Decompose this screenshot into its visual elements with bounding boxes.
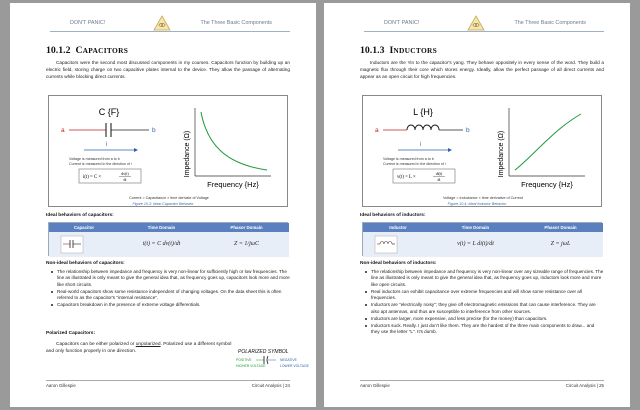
- page-header: [324, 20, 630, 30]
- nonideal-list: [364, 269, 604, 336]
- list-item: Capacitors breakdown in the presence of extreme voltage differentials.: [50, 302, 290, 308]
- nonideal-heading: Non-ideal behaviors of inductors:: [360, 261, 437, 266]
- capacitor-figure: [48, 95, 288, 207]
- formula-numerator: di(t): [435, 172, 443, 176]
- intro-paragraph: Inductors are the Yin to the capacitor's yang. They behave oppositely in every sense of the word. They build a magnetic flux through their core which stores energy. Ideally, allow the perfect passage of all direct currents and appear as an open circuit for high frequencies.: [360, 60, 604, 80]
- polarized-heading: Polarized Capacitors:: [46, 331, 96, 336]
- handwritten-negative: NEGATIVE: [280, 358, 297, 362]
- header-left-text: DON'T PANIC!: [384, 20, 420, 26]
- table-header-time-domain: Time Domain: [119, 223, 204, 232]
- phasor-domain-equation: Z = 1/jωC: [204, 232, 289, 257]
- node-a-label: a: [375, 127, 379, 134]
- node-b-label: b: [466, 127, 470, 134]
- list-item: Real inductors can exhibit capacitance over extreme frequencies and will show some resistance over all frequencies.: [364, 289, 604, 302]
- page-left: [10, 3, 316, 407]
- footer-page: Circuit Analysis | 25: [565, 383, 604, 388]
- inductor-coil-icon: [407, 125, 439, 130]
- nonideal-list: [50, 269, 290, 309]
- figure-caption: Figure 10.4: Ideal Inductor Behavior: [447, 202, 507, 206]
- handwritten-title: POLARIZED SYMBOL: [238, 349, 289, 355]
- table-header-component: Inductor: [363, 223, 433, 232]
- handwritten-positive: POSITIVE: [236, 358, 252, 362]
- node-a-label: a: [61, 127, 65, 134]
- capacitor-diagram: [49, 96, 289, 208]
- y-axis-label: Impedance (Ω): [498, 130, 505, 178]
- handwritten-lower: LOWER VOLTAGE: [280, 364, 309, 368]
- formula-numerator: dv(t): [121, 172, 129, 176]
- current-label: i: [420, 142, 422, 148]
- table-header-phasor-domain: Phasor Domain: [204, 223, 289, 232]
- ideal-heading: Ideal behaviors of capacitors:: [46, 213, 114, 218]
- handwritten-higher: HIGHER VOLTAGE: [236, 364, 266, 368]
- formula-denominator: dt: [123, 178, 127, 182]
- time-domain-equation: v(t) = L di(t)/dt: [433, 232, 518, 257]
- current-label: i: [106, 142, 108, 148]
- table-header-component: Capacitor: [49, 223, 119, 232]
- header-divider: [364, 31, 604, 32]
- table-header-time-domain: Time Domain: [433, 223, 518, 232]
- header-left-text: DON'T PANIC!: [70, 20, 106, 26]
- inductor-mini-icon: [363, 232, 433, 257]
- footer-author: Aaron Gillespie: [360, 383, 390, 388]
- eye-triangle-icon: [153, 15, 171, 31]
- relation-text: Voltage = Inductance × time derivative of Current: [443, 196, 523, 200]
- section-title: [360, 45, 437, 56]
- section-title: [46, 45, 128, 56]
- capacitor-impedance-curve: [201, 112, 267, 170]
- phasor-domain-equation: Z = jωL: [518, 232, 603, 257]
- figure-caption: Figure 10.3: Ideal Capacitor Behavior: [132, 202, 194, 206]
- node-b-label: b: [152, 127, 156, 134]
- relation-text: Current = Capacitance × time derivate of Voltage: [129, 196, 209, 200]
- section-title-initial: C: [75, 45, 83, 56]
- list-item: The relationship between impedance and frequency is very non-linear over any sizeable range of frequencies. The line as illustrated is only meant to give the general idea that, as frequency goes up, inductors look more and more like open circuits.: [364, 269, 604, 288]
- inductor-mini-symbol: [363, 232, 433, 257]
- polarized-text-1: Capacitors can be either polarized or: [56, 342, 135, 347]
- table-header-phasor-domain: Phasor Domain: [518, 223, 603, 232]
- ideal-behavior-table: [48, 222, 288, 256]
- x-axis-label: Frequency {Hz}: [521, 180, 573, 189]
- unpolarized-link: unpolarized: [135, 342, 161, 347]
- list-item: Inductors suck. Really. I just don't like them. They are the hardest of the three main components to draw... and they use the letter "L". It's dumb.: [364, 323, 604, 336]
- section-title-rest: NDUCTORS: [393, 46, 438, 55]
- footer-author: Aaron Gillespie: [46, 383, 76, 388]
- footer-page: Circuit Analysis | 24: [251, 383, 290, 388]
- list-item: Inductors are "electrically noisy"; they give off electromagnetic emissions that can cause interference. They are also apt antennas, and thus are susceptible to interference from other sources.: [364, 302, 604, 315]
- capacitor-mini-symbol: [49, 232, 119, 257]
- polarized-text-2: . Polarized: [160, 342, 184, 347]
- inductor-impedance-curve: [515, 114, 581, 170]
- page-right: [324, 3, 630, 407]
- eye-triangle-icon: [467, 15, 485, 31]
- inductor-figure: [362, 95, 602, 207]
- current-arrow-icon: [448, 148, 452, 152]
- intro-paragraph: Capacitors were the second most discussed components in my courses. Capacitors function by building up an electric field, storing charge on two capacitive plates internal to the device. They allow the passage of alternating currents while blocking direct currents.: [46, 60, 290, 80]
- list-item: Real-world capacitors show some resistance independent of changing voltages. On the data sheet this is often referred to as the capacitor's "internal resistance".: [50, 289, 290, 302]
- ideal-heading: Ideal behaviors of inductors:: [360, 213, 426, 218]
- capacitor-symbol-label: C {F}: [98, 107, 120, 117]
- nonideal-heading: Non-ideal behaviors of capacitors:: [46, 261, 125, 266]
- page-header: [10, 20, 316, 30]
- inductor-diagram: [363, 96, 603, 208]
- section-number: 10.1.3: [360, 45, 385, 56]
- ideal-behavior-table: [362, 222, 602, 256]
- header-divider: [50, 31, 290, 32]
- voltage-note: Voltage is measured from a to b: [383, 157, 434, 161]
- polarized-text-3: use a different symbol and only function properly in one direction.: [46, 342, 232, 355]
- voltage-note: Voltage is measured from a to b: [69, 157, 120, 161]
- formula-lhs: i(t) = C ×: [83, 175, 102, 180]
- polarized-paragraph: [46, 341, 236, 356]
- current-arrow-icon: [134, 148, 138, 152]
- current-note: Current is measured in the direction of i: [69, 162, 132, 166]
- x-axis-label: Frequency {Hz}: [207, 180, 259, 189]
- time-domain-equation: i(t) = C dv(t)/dt: [119, 232, 204, 257]
- current-note: Current is measured in the direction of i: [383, 162, 446, 166]
- section-title-initial: I: [389, 45, 394, 56]
- list-item: Inductors are larger, more expensive, and less precise (for the money) than capacitors.: [364, 316, 604, 322]
- header-right-text: The Three Basic Components: [200, 20, 272, 26]
- list-item: The relationship between impedance and frequency is very non-linear for sufficiently high or low frequencies. The line as illustrated is only meant to give the general idea that, as frequency goes up, capacitors look more and more like short circuits.: [50, 269, 290, 288]
- y-axis-label: Impedance (Ω): [184, 130, 191, 178]
- formula-denominator: dt: [437, 178, 441, 182]
- capacitor-mini-icon: [49, 232, 119, 257]
- header-right-text: The Three Basic Components: [514, 20, 586, 26]
- inductor-symbol-label: L {H}: [413, 107, 433, 117]
- handwritten-polarized-note: [234, 347, 309, 381]
- section-title-rest: APACITORS: [82, 46, 129, 55]
- section-number: 10.1.2: [46, 45, 71, 56]
- formula-lhs: v(t) = L ×: [397, 175, 416, 180]
